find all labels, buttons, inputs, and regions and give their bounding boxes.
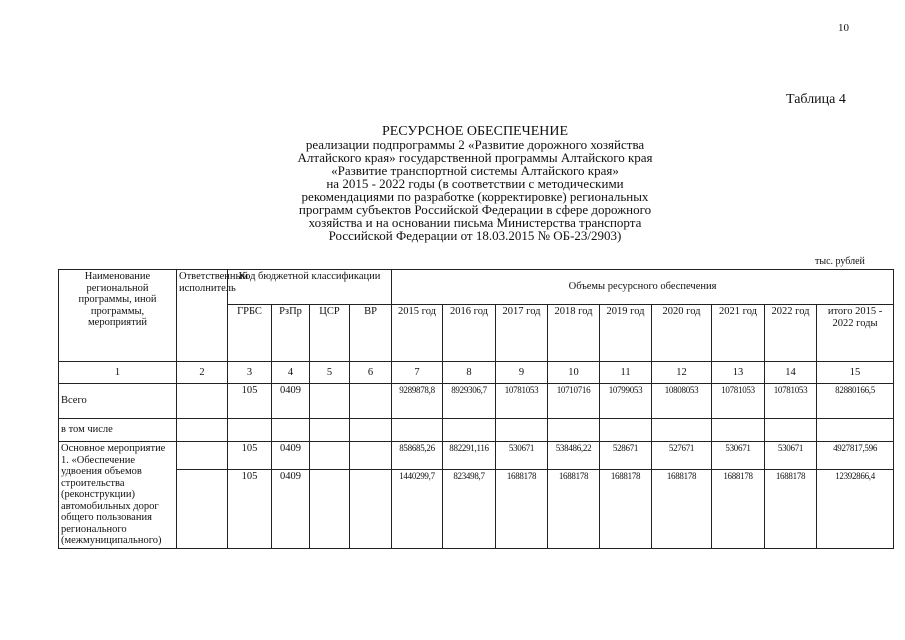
row-value-cell: 10781053 [712, 384, 765, 419]
row-value-cell [443, 419, 496, 442]
heading-line: программ субъектов Российской Федерации в сфере дорожного [298, 202, 652, 217]
header-code: ГРБС [228, 305, 272, 362]
table-row [59, 470, 894, 549]
column-number: 11 [600, 362, 652, 384]
row-executor-cell [177, 384, 228, 419]
row-value-cell: 1688178 [765, 470, 817, 549]
column-number: 2 [177, 362, 228, 384]
row-value-cell [600, 419, 652, 442]
header-executor: Ответственный исполнитель [177, 270, 228, 362]
table-row [59, 384, 894, 419]
column-number: 13 [712, 362, 765, 384]
column-number: 9 [496, 362, 548, 384]
header-year: 2015 год [392, 305, 443, 362]
row-value-cell [652, 419, 712, 442]
row-value-cell: 10781053 [496, 384, 548, 419]
row-value-cell: 530671 [765, 442, 817, 470]
row-value-cell [496, 419, 548, 442]
heading-line: Алтайского края» государственной программы Алтайского края [297, 150, 653, 165]
document-heading [230, 125, 720, 242]
row-value-cell: 1688178 [712, 470, 765, 549]
row-value-cell: 530671 [712, 442, 765, 470]
table-label: Таблица 4 [786, 92, 846, 107]
row-value-cell: 9289878,8 [392, 384, 443, 419]
column-number-row [59, 362, 894, 384]
header-year: 2017 год [496, 305, 548, 362]
row-value-cell [817, 419, 894, 442]
row-value-cell [392, 419, 443, 442]
row-value-cell: 8929306,7 [443, 384, 496, 419]
row-name-cell: Основное мероприятие 1. «Обеспечение удвоения объемов строительства (реконструкции) автомобильных дорог общего пользования регионального (межмуниципального) [59, 442, 177, 549]
row-csr-cell [310, 419, 350, 442]
header-budget-code: Код бюджетной классификации [228, 270, 392, 305]
column-number: 4 [272, 362, 310, 384]
row-vr-cell [350, 442, 392, 470]
row-csr-cell [310, 442, 350, 470]
row-csr-cell [310, 470, 350, 549]
column-number: 15 [817, 362, 894, 384]
row-value-cell: 1688178 [548, 470, 600, 549]
row-value-cell: 858685,26 [392, 442, 443, 470]
row-value-cell: 1688178 [600, 470, 652, 549]
row-value-cell: 1688178 [652, 470, 712, 549]
row-grbs-cell: 105 [228, 470, 272, 549]
header-year: 2021 год [712, 305, 765, 362]
row-executor-cell [177, 470, 228, 549]
row-rzpr-cell: 0409 [272, 384, 310, 419]
column-number: 12 [652, 362, 712, 384]
row-grbs-cell [228, 419, 272, 442]
page-number: 10 [838, 22, 849, 34]
row-rzpr-cell: 0409 [272, 442, 310, 470]
heading-line: Российской Федерации от 18.03.2015 № ОБ-23/2903) [328, 228, 622, 243]
row-value-cell: 10808053 [652, 384, 712, 419]
column-number: 3 [228, 362, 272, 384]
heading-line: реализации подпрограммы 2 «Развитие дорожного хозяйства [305, 137, 645, 152]
row-rzpr-cell [272, 419, 310, 442]
header-year: 2016 год [443, 305, 496, 362]
row-name-cell: в том числе [59, 419, 177, 442]
row-executor-cell [177, 419, 228, 442]
heading-line: рекомендациями по разработке (корректировке) региональных [301, 189, 649, 204]
header-year: 2022 год [765, 305, 817, 362]
row-value-cell [712, 419, 765, 442]
row-value-cell: 527671 [652, 442, 712, 470]
row-value-cell: 4927817,596 [817, 442, 894, 470]
row-value-cell: 530671 [496, 442, 548, 470]
row-value-cell: 82880166,5 [817, 384, 894, 419]
heading-line: «Развитие транспортной системы Алтайского края» [331, 163, 619, 178]
column-number: 1 [59, 362, 177, 384]
header-code: РзПр [272, 305, 310, 362]
row-rzpr-cell: 0409 [272, 470, 310, 549]
row-executor-cell [177, 442, 228, 470]
heading-line: хозяйства и на основании письма Министерства транспорта [308, 215, 642, 230]
header-name: Наименование региональной программы, иной программы, мероприятий [59, 270, 177, 362]
header-year: 2019 год [600, 305, 652, 362]
row-value-cell: 10781053 [765, 384, 817, 419]
heading-line: на 2015 - 2022 годы (в соответствии с методическими [326, 176, 624, 191]
row-value-cell: 1688178 [496, 470, 548, 549]
column-number: 6 [350, 362, 392, 384]
row-vr-cell [350, 384, 392, 419]
row-value-cell: 538486,22 [548, 442, 600, 470]
heading-title: РЕСУРСНОЕ ОБЕСПЕЧЕНИЕ [381, 124, 569, 139]
column-number: 5 [310, 362, 350, 384]
row-grbs-cell: 105 [228, 442, 272, 470]
row-value-cell: 10710716 [548, 384, 600, 419]
row-value-cell [765, 419, 817, 442]
row-value-cell [548, 419, 600, 442]
resource-table [58, 269, 894, 549]
row-value-cell: 1440299,7 [392, 470, 443, 549]
header-code: ВР [350, 305, 392, 362]
row-csr-cell [310, 384, 350, 419]
row-grbs-cell: 105 [228, 384, 272, 419]
row-value-cell: 12392866,4 [817, 470, 894, 549]
row-value-cell: 528671 [600, 442, 652, 470]
header-year: 2018 год [548, 305, 600, 362]
row-name-cell: Всего [59, 384, 177, 419]
units-label: тыс. рублей [815, 256, 865, 267]
column-number: 7 [392, 362, 443, 384]
row-vr-cell [350, 419, 392, 442]
header-code: ЦСР [310, 305, 350, 362]
row-value-cell: 882291,116 [443, 442, 496, 470]
header-year-total: итого 2015 - 2022 годы [817, 305, 894, 362]
table-row [59, 419, 894, 442]
column-number: 8 [443, 362, 496, 384]
header-year: 2020 год [652, 305, 712, 362]
column-number: 10 [548, 362, 600, 384]
row-value-cell: 823498,7 [443, 470, 496, 549]
column-number: 14 [765, 362, 817, 384]
table-row [59, 442, 894, 470]
header-resources: Объемы ресурсного обеспечения [392, 270, 894, 305]
row-value-cell: 10799053 [600, 384, 652, 419]
row-vr-cell [350, 470, 392, 549]
